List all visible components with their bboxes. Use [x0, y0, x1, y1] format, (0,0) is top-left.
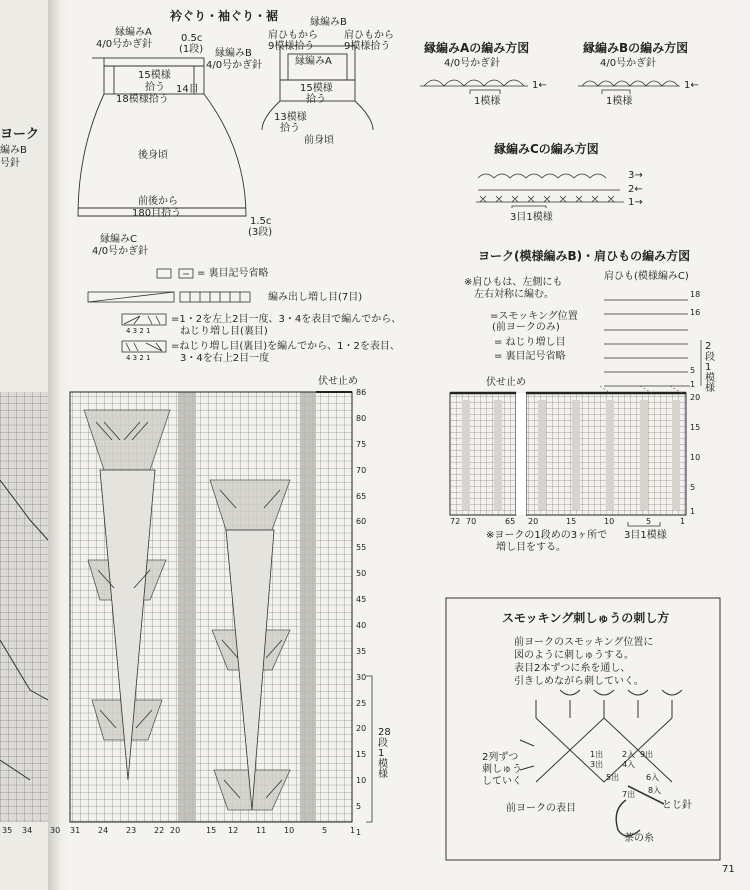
measure-1dan: (1段): [179, 44, 204, 55]
yoke-omit-label: = 裏目記号省略: [494, 351, 566, 362]
main-row-label: 55: [356, 543, 367, 553]
pick-15-front-label2: 拾う: [306, 94, 326, 105]
main-bind-off: 伏せ止め: [318, 376, 358, 387]
legend-smock2a: =ねじり増し目(裏目)を編んでから、1・2を表目、: [171, 341, 400, 352]
left-page-col-label: 35: [2, 826, 13, 835]
edging-c-row3: 3→: [628, 170, 643, 181]
main-col-label: 24: [98, 826, 109, 835]
smocking-front-yoke: 前ヨークの表目: [506, 803, 576, 814]
stitch-4: 4入: [622, 760, 636, 769]
edging-c-repeat: 3目1模様: [510, 212, 553, 223]
yoke-row-label: 15: [690, 423, 701, 432]
legend-symbols: [88, 269, 250, 352]
strap-right-label: 肩ひもから: [344, 30, 394, 41]
pick-13-label2: 拾う: [280, 123, 300, 134]
strap-row-label: 5: [690, 366, 696, 375]
main-col-label: 15: [206, 826, 217, 835]
main-col-label: 11: [256, 826, 267, 835]
main-knitting-chart: [70, 392, 372, 822]
yoke-col-label: 5: [646, 517, 652, 526]
stitch-1: 1出: [590, 750, 604, 759]
main-row-label: 70: [356, 465, 367, 475]
main-col-label: 22: [154, 826, 165, 835]
main-row-label: 45: [356, 595, 367, 605]
smocking-2col-label2: 刺しゅう: [482, 764, 522, 775]
main-row-label: 80: [356, 413, 367, 423]
smocking-2col-label3: していく: [482, 776, 522, 787]
yoke-row-label: 20: [690, 393, 701, 402]
main-row-label: 15: [356, 750, 367, 760]
edging-b-left-label: 縁編みB: [215, 48, 252, 59]
stitch-8: 8入: [648, 786, 662, 795]
legend-smock2b: 3・4を右上2目一度: [180, 353, 270, 364]
legend-nums-1: 4 3 2 1: [126, 327, 151, 335]
smock-pos-label: =スモッキング位置: [490, 311, 578, 322]
edging-b-start: 1←: [684, 80, 699, 91]
edging-a-diagram-hook: 4/0号かぎ針: [444, 58, 501, 69]
legend-smock1a: =1・2を左上2目一度、3・4を表目で編んでから、: [171, 314, 402, 325]
smocking-desc4: 引きしめながら刺していく。: [514, 676, 644, 687]
edging-a2-label: 縁編みA: [295, 56, 332, 67]
strap-title: 肩ひも(模様編みC): [604, 271, 689, 282]
main-row-label: 35: [356, 646, 367, 656]
edging-a-diagram: [420, 80, 528, 94]
yoke-col-label: 65: [505, 517, 516, 526]
strap-left-label2: 9模様拾う: [268, 41, 315, 52]
legend-omit: = 裏目記号省略: [197, 268, 269, 279]
left-page-chart: [0, 392, 48, 822]
legend-increase: 編み出し増し目(7目): [268, 292, 363, 303]
yoke-title: ヨーク(模様編みB)・肩ひもの編み方図: [478, 249, 691, 263]
yoke-note1: ※肩ひもは、左側にも: [464, 277, 563, 288]
main-row-label: 25: [356, 698, 367, 708]
edging-b-top-label: 縁編みB: [310, 17, 347, 28]
smocking-title: スモッキング刺しゅうの刺し方: [502, 611, 670, 625]
strap-chart: [604, 300, 701, 386]
main-row-label: 86: [356, 388, 367, 397]
edging-b-diagram-hook: 4/0号かぎ針: [600, 58, 657, 69]
main-col-label: 23: [126, 826, 137, 835]
main-row-label: 60: [356, 517, 367, 527]
smocking-2col-label: 2列ずつ: [482, 752, 519, 763]
yoke-note2: 左右対称に編む。: [474, 289, 554, 300]
main-col-label: 1: [350, 826, 356, 835]
edging-a-title: 縁編みAの編み方図: [424, 41, 530, 55]
collar-section-title: 衿ぐり・袖ぐり・裾: [170, 9, 279, 23]
legend-nums-2: 4 3 2 1: [126, 354, 151, 362]
main-row-label: 5: [356, 802, 362, 812]
edging-b-repeat: 1模様: [606, 96, 633, 107]
yoke-row-label: 5: [690, 483, 696, 492]
pick-180-label: 180目拾う: [132, 208, 182, 219]
edging-a-start: 1←: [532, 80, 547, 91]
main-row-label: 40: [356, 620, 367, 630]
yoke-row-label: 1: [690, 507, 696, 516]
yoke-row-label: 10: [690, 453, 701, 462]
smocking-desc1: 前ヨークのスモッキング位置に: [514, 637, 654, 648]
twist-label: = ねじり増し目: [494, 337, 566, 348]
strap-row-label: 18: [690, 290, 701, 299]
main-col-label: 5: [322, 826, 328, 835]
yoke-repeat: 3目1模様: [624, 530, 667, 541]
main-row-label: 20: [356, 724, 367, 734]
main-repeat-label: 28段1模様: [378, 727, 391, 780]
yoke-note4: 増し目をする。: [496, 542, 566, 553]
main-row-label: 10: [356, 776, 367, 786]
left-page-title: ヨーク: [0, 127, 40, 142]
stitch-6: 6入: [646, 773, 660, 782]
pick-13-label: 13模様: [274, 112, 307, 123]
edging-b-left-hook: 4/0号かぎ針: [206, 60, 263, 71]
left-page-col-label: 30: [50, 826, 61, 835]
pick-15-label2: 拾う: [145, 82, 165, 93]
main-row-label: 30: [356, 672, 367, 682]
stitch-5: 5出: [606, 773, 620, 782]
strap-side-label: 2段1模様: [705, 341, 715, 394]
edging-c-title: 縁編みCの編み方図: [494, 142, 599, 156]
main-col-label: 31: [70, 826, 81, 835]
page-number: 71: [722, 864, 735, 875]
legend-smock1b: ねじり増し目(裏目): [180, 326, 268, 337]
back-body-label: 後身頃: [138, 150, 168, 161]
yoke-col-label: 1: [680, 517, 686, 526]
yoke-note3: ※ヨークの1段めの3ヶ所で: [486, 530, 608, 541]
edging-a-label: 縁編みA: [115, 27, 152, 38]
edging-b-diagram: [578, 81, 680, 94]
front-body-label: 前身頃: [304, 135, 334, 146]
yoke-col-label: 15: [566, 517, 577, 526]
main-row-label: 1: [356, 828, 362, 837]
edging-c-hook: 4/0号かぎ針: [92, 246, 149, 257]
yoke-col-label: 20: [528, 517, 539, 526]
pick-18-label: 18模様拾う: [116, 94, 169, 105]
measure-15: 1.5c: [250, 216, 272, 227]
strap-row-label: 1: [690, 380, 696, 389]
left-page-col-label: 34: [22, 826, 33, 835]
edging-a-repeat: 1模様: [474, 96, 501, 107]
smocking-thread: 茶の糸: [624, 833, 654, 844]
smocking-desc3: 表目2本ずつに糸を通し、: [514, 663, 631, 674]
stitch-9: 9出: [640, 750, 654, 759]
measure-05: 0.5c: [181, 33, 203, 44]
left-page-line1: 編みB: [0, 145, 27, 156]
main-row-label: 65: [356, 491, 367, 501]
yoke-col-label: 70: [466, 517, 477, 526]
smock-pos-label2: (前ヨークのみ): [492, 322, 560, 333]
pick-front-back-label: 前後から: [138, 196, 178, 207]
rows-14-label: 14目: [176, 84, 199, 95]
edging-c-row1: 1→: [628, 197, 643, 208]
edging-c-label: 縁編みC: [100, 234, 137, 245]
main-col-label: 10: [284, 826, 295, 835]
yoke-bind-off: 伏せ止め: [486, 377, 526, 388]
pick-15-label: 15模様: [138, 70, 171, 81]
main-col-label: 12: [228, 826, 239, 835]
smocking-desc2: 図のように刺しゅうする。: [514, 650, 634, 661]
strap-left-label: 肩ひもから: [268, 30, 318, 41]
main-row-label: 75: [356, 439, 367, 449]
smocking-needle: とじ針: [662, 800, 692, 811]
left-page-line2: 号針: [0, 158, 20, 169]
main-col-label: 20: [170, 826, 181, 835]
edging-c-row2: 2←: [628, 184, 643, 195]
edging-a-hook: 4/0号かぎ針: [96, 39, 153, 50]
stitch-7: 7出: [622, 790, 636, 799]
yoke-chart: [450, 386, 686, 526]
main-row-label: 50: [356, 569, 367, 579]
yoke-col-label: 72: [450, 517, 461, 526]
strap-right-label2: 9模様拾う: [344, 41, 391, 52]
yoke-col-label: 10: [604, 517, 615, 526]
strap-row-label: 16: [690, 308, 701, 317]
measure-3dan: (3段): [248, 227, 273, 238]
edging-c-diagram: [476, 174, 624, 208]
pick-15-front-label: 15模様: [300, 83, 333, 94]
edging-b-title: 縁編みBの編み方図: [583, 41, 689, 55]
stitch-3: 3出: [590, 760, 604, 769]
stitch-2: 2入: [622, 750, 636, 759]
